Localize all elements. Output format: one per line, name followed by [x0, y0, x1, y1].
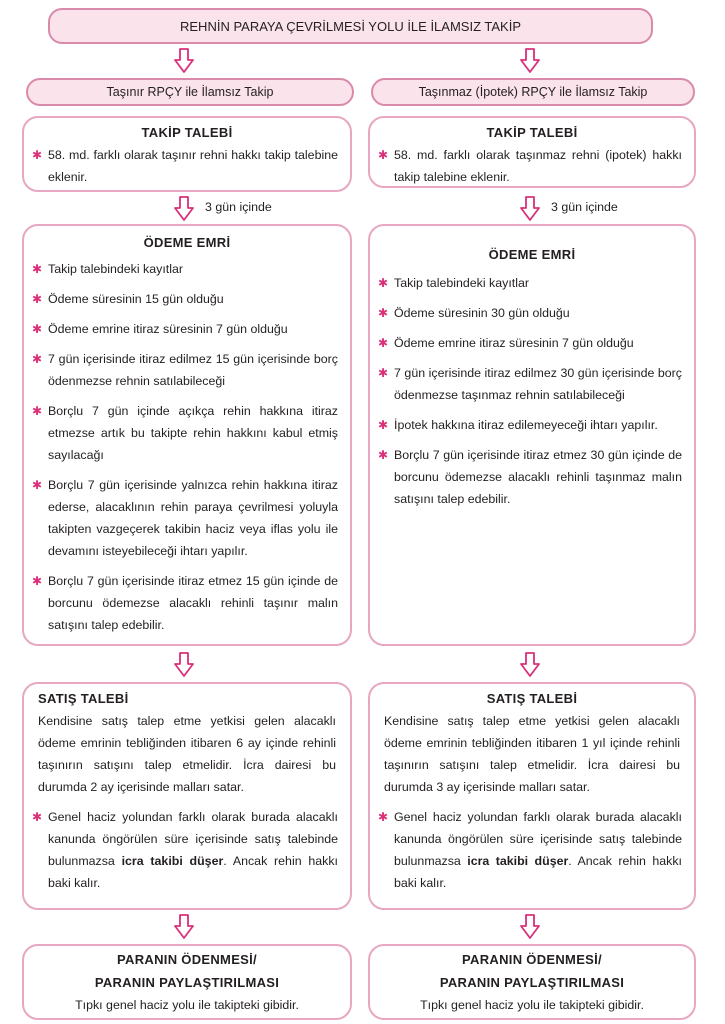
asterisk-icon: ✱ [378, 336, 389, 350]
left-paranin-line1: PARANIN ÖDENMESİ/ [117, 952, 257, 967]
left-takip-talebi-heading: TAKİP TALEBİ [141, 125, 233, 140]
arrow-down-icon [519, 652, 541, 678]
left-satis-talebi-paragraph: Kendisine satış talep etme yetkisi gelen alacaklı ödeme emrinin tebliğinden itibaren 6 ay içinde rehinli taşınırın satışını talep etmelidir. İcra dairesi bu durumda 2 ay içerisinde malları satar. [38, 714, 336, 794]
asterisk-icon: ✱ [378, 810, 389, 824]
asterisk-icon: ✱ [378, 306, 389, 320]
right-takip-talebi-box [368, 116, 696, 188]
arrow-down-icon [173, 48, 195, 74]
list-item: ✱ 58. md. farklı olarak taşınmaz rehni (ipotek) hakkı takip talebine eklenir. [370, 144, 694, 188]
right-odeme-emri-heading: ÖDEME EMRİ [488, 247, 576, 262]
asterisk-icon: ✱ [378, 276, 389, 290]
asterisk-icon: ✱ [32, 404, 43, 418]
asterisk-icon: ✱ [378, 148, 389, 162]
left-odeme-emri-heading: ÖDEME EMRİ [143, 235, 231, 250]
list-item: ✱ 7 gün içerisinde itiraz edilmez 30 gün içerisinde borç ödenmezse taşınmaz rehnin satılabileceği [370, 362, 694, 406]
right-odeme-emri-box [368, 224, 696, 646]
arrow-down-icon [173, 914, 195, 940]
diagram-title-text: REHNİN PARAYA ÇEVRİLMESİ YOLU İLE İLAMSIZ TAKİP [180, 18, 521, 34]
right-takip-talebi-list [370, 144, 694, 188]
arrow-down-icon [173, 652, 195, 678]
right-satis-talebi-heading: SATIŞ TALEBİ [486, 691, 578, 706]
list-item: ✱ Genel haciz yolundan farklı olarak burada alacaklı kanunda öngörülen süre içerisinde satış talebinde bulunmazsa icra takibi düşer. Ancak rehin hakkı baki kalır. [24, 806, 350, 894]
list-item: ✱ Borçlu 7 gün içerisinde itiraz etmez 15 gün içinde de borcunu ödemezse alacaklı rehinli taşınır malın satışını talep edebilir. [24, 570, 350, 636]
list-item: ✱ 58. md. farklı olarak taşınır rehni hakkı takip talebine eklenir. [24, 144, 350, 188]
asterisk-icon: ✱ [32, 322, 43, 336]
asterisk-icon: ✱ [32, 478, 43, 492]
left-satis-talebi-box [22, 682, 352, 910]
right-satis-talebi-box [368, 682, 696, 910]
left-odeme-emri-list [24, 258, 350, 636]
list-item: ✱ Borçlu 7 gün içinde açıkça rehin hakkına itiraz etmezse artık bu takipte rehin hakkını kabul etmiş sayılacağı [24, 400, 350, 466]
right-paranin-odenmesi-box [368, 944, 696, 1020]
list-item: ✱ İpotek hakkına itiraz edilemeyeceği ihtarı yapılır. [370, 414, 694, 436]
right-column-header [371, 78, 695, 106]
emphasis-text: icra takibi düşer [121, 854, 224, 868]
emphasis-text: icra takibi düşer [467, 854, 569, 868]
left-satis-talebi-note [24, 806, 350, 894]
list-item: ✱ Ödeme emrine itiraz süresinin 7 gün olduğu [24, 318, 350, 340]
asterisk-icon: ✱ [32, 352, 43, 366]
asterisk-icon: ✱ [32, 810, 43, 824]
asterisk-icon: ✱ [32, 574, 43, 588]
left-takip-talebi-box [22, 116, 352, 192]
left-column-header [26, 78, 354, 106]
list-item: ✱ 7 gün içerisinde itiraz edilmez 15 gün içerisinde borç ödenmezse rehnin satılabileceği [24, 348, 350, 392]
list-item: ✱ Ödeme süresinin 30 gün olduğu [370, 302, 694, 324]
list-item: ✱ Ödeme süresinin 15 gün olduğu [24, 288, 350, 310]
right-paranin-line1: PARANIN ÖDENMESİ/ [462, 952, 602, 967]
left-column-header-text: Taşınır RPÇY ile İlamsız Takip [106, 85, 274, 99]
right-arrow-label: 3 gün içinde [551, 200, 618, 214]
list-item: ✱ Takip talebindeki kayıtlar [24, 258, 350, 280]
right-takip-talebi-heading: TAKİP TALEBİ [486, 125, 578, 140]
asterisk-icon: ✱ [32, 262, 43, 276]
left-paranin-odenmesi-box [22, 944, 352, 1020]
left-paranin-line2: PARANIN PAYLAŞTIRILMASI [94, 975, 280, 990]
list-item: ✱ Borçlu 7 gün içerisinde itiraz etmez 30 gün içinde de borcunu ödemezse alacaklı rehinli taşınmaz malın satışını talep edebilir. [370, 444, 694, 510]
asterisk-icon: ✱ [378, 366, 389, 380]
left-arrow-label: 3 gün içinde [205, 200, 272, 214]
left-satis-talebi-heading: SATIŞ TALEBİ [38, 691, 129, 706]
arrow-down-icon [519, 914, 541, 940]
arrow-down-icon [173, 196, 195, 222]
right-paranin-text: Tıpkı genel haciz yolu ile takipteki gibidir. [420, 998, 644, 1012]
right-column-header-text: Taşınmaz (İpotek) RPÇY ile İlamsız Takip [418, 85, 648, 99]
list-item: ✱ Ödeme emrine itiraz süresinin 7 gün olduğu [370, 332, 694, 354]
asterisk-icon: ✱ [32, 292, 43, 306]
asterisk-icon: ✱ [32, 148, 43, 162]
right-satis-talebi-note [370, 806, 694, 894]
list-item: ✱ Genel haciz yolundan farklı olarak burada alacaklı kanunda öngörülen süre içerisinde satış talebinde bulunmazsa icra takibi düşer. Ancak rehin hakkı baki kalır. [370, 806, 694, 894]
right-paranin-line2: PARANIN PAYLAŞTIRILMASI [439, 975, 625, 990]
right-satis-talebi-paragraph: Kendisine satış talep etme yetkisi gelen alacaklı ödeme emrinin tebliğinden itibaren 1 yıl içinde rehinli taşınırın satışını talep etmelidir. İcra dairesi bu durumda 3 ay içerisinde malları satar. [384, 714, 680, 794]
left-odeme-emri-box [22, 224, 352, 646]
list-item: ✱ Takip talebindeki kayıtlar [370, 272, 694, 294]
right-odeme-emri-list [370, 272, 694, 510]
diagram-title [48, 8, 653, 44]
list-item: ✱ Borçlu 7 gün içerisinde yalnızca rehin hakkına itiraz ederse, alacaklının rehin paraya çevrilmesi yoluyla takipten vazgeçerek takibin haciz veya iflas yolu ile devamını isteyebileceği ihtarı yapılır. [24, 474, 350, 562]
asterisk-icon: ✱ [378, 418, 389, 432]
left-paranin-text: Tıpkı genel haciz yolu ile takipteki gibidir. [75, 998, 299, 1012]
arrow-down-icon [519, 48, 541, 74]
asterisk-icon: ✱ [378, 448, 389, 462]
arrow-down-icon [519, 196, 541, 222]
left-takip-talebi-list [24, 144, 350, 188]
